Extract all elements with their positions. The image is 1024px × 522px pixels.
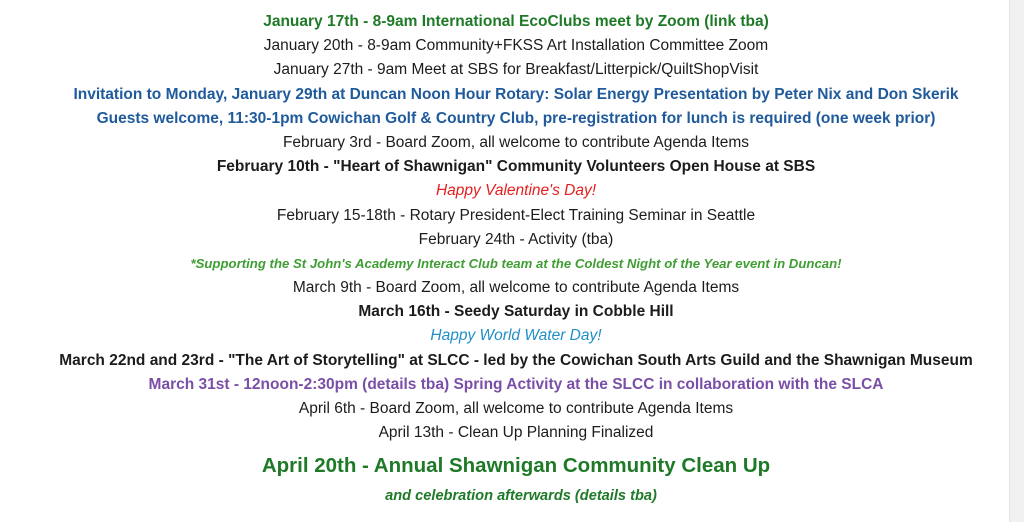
event-board-zoom-feb: February 3rd - Board Zoom, all welcome to contribute Agenda Items <box>282 133 750 151</box>
event-rotary-invitation: Invitation to Monday, January 29th at Duncan Noon Hour Rotary: Solar Energy Presentation by Peter Nix and Don Skerik <box>73 85 959 103</box>
note-coldest-night: *Supporting the St John's Academy Interact Club team at the Coldest Night of the Year event in Duncan! <box>190 255 842 271</box>
event-training-seminar: February 15-18th - Rotary President-Elect Training Seminar in Seattle <box>276 206 756 224</box>
event-art-committee: January 20th - 8-9am Community+FKSS Art Installation Committee Zoom <box>263 37 769 55</box>
event-breakfast-litterpick: January 27th - 9am Meet at SBS for Breakfast/Litterpick/QuiltShopVisit <box>273 61 759 79</box>
event-board-zoom-apr: April 6th - Board Zoom, all welcome to contribute Agenda Items <box>298 400 734 417</box>
event-board-zoom-mar: March 9th - Board Zoom, all welcome to contribute Agenda Items <box>292 279 740 297</box>
note-water-day: Happy World Water Day! <box>430 327 602 345</box>
event-celebration: and celebration afterwards (details tba) <box>385 488 657 505</box>
vertical-scrollbar[interactable] <box>1009 0 1024 522</box>
event-spring-activity: March 31st - 12noon-2:30pm (details tba) Spring Activity at the SLCC in collaboration with the SLCA <box>148 375 884 393</box>
event-rotary-details: Guests welcome, 11:30-1pm Cowichan Golf & Country Club, pre-registration for lunch is required (one week prior) <box>96 109 936 127</box>
event-seedy-saturday: March 16th - Seedy Saturday in Cobble Hill <box>358 303 674 321</box>
note-valentines: Happy Valentine's Day! <box>435 182 597 200</box>
event-list <box>0 10 1024 509</box>
event-open-house: February 10th - "Heart of Shawnigan" Community Volunteers Open House at SBS <box>216 158 816 176</box>
event-cleanup-planning: April 13th - Clean Up Planning Finalized <box>378 424 654 442</box>
event-ecoclubs: January 17th - 8-9am International EcoClubs meet by Zoom (link tba) <box>263 13 769 30</box>
event-activity-feb: February 24th - Activity (tba) <box>418 230 614 248</box>
event-community-cleanup: April 20th - Annual Shawnigan Community Clean Up <box>261 454 771 478</box>
event-storytelling: March 22nd and 23rd - "The Art of Storytelling" at SLCC - led by the Cowichan South Arts Guild and the Shawnigan Museum <box>59 351 973 369</box>
